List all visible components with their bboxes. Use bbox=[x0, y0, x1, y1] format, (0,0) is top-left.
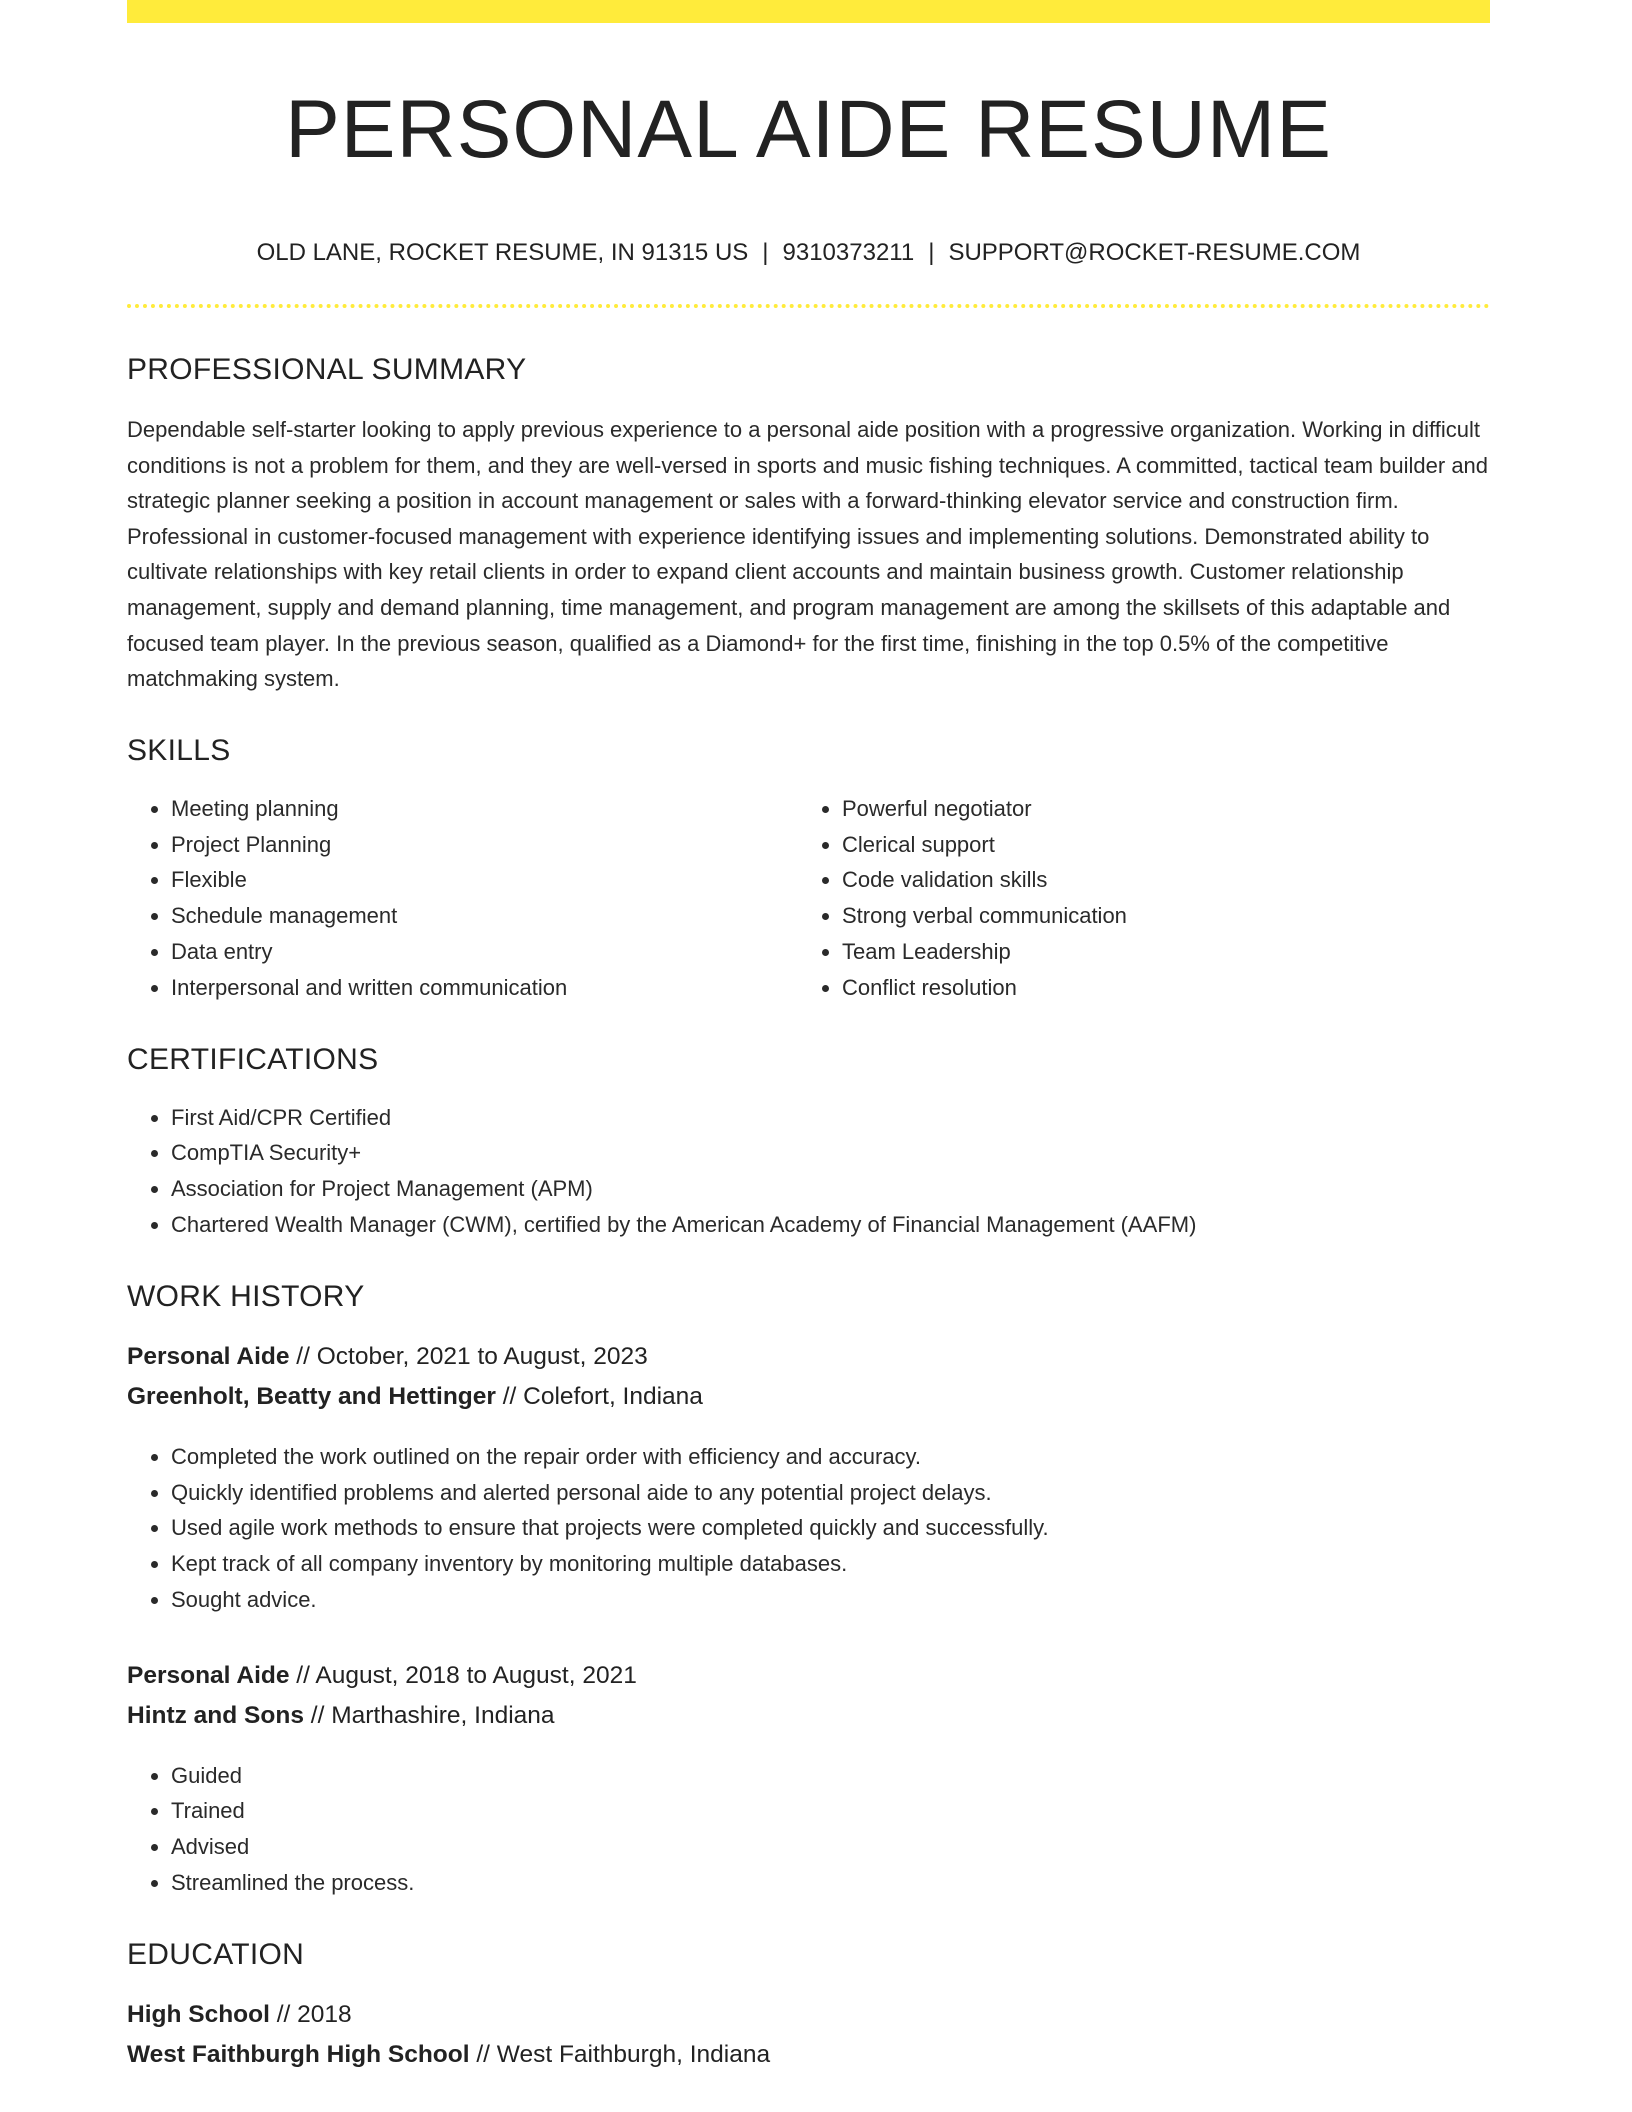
job-company: Greenholt, Beatty and Hettinger bbox=[127, 1382, 496, 1410]
job-bullet: • Completed the work outlined on the repair order with efficiency and accuracy. bbox=[171, 1439, 1490, 1475]
job-role-line bbox=[127, 1337, 1490, 1377]
certifications-list bbox=[127, 1100, 1490, 1243]
job-bullet: • Trained bbox=[171, 1793, 1490, 1829]
certification-item: • First Aid/CPR Certified bbox=[171, 1100, 1490, 1136]
job-entry bbox=[127, 1656, 1490, 1901]
skills-list-left bbox=[127, 791, 798, 1006]
job-divider: // bbox=[303, 1701, 332, 1729]
skill-item: • Meeting planning bbox=[171, 791, 798, 827]
work-history-section bbox=[127, 1279, 1490, 1901]
job-dates: October, 2021 to August, 2023 bbox=[316, 1342, 648, 1370]
education-entry bbox=[127, 1995, 1490, 2075]
education-location: West Faithburgh, Indiana bbox=[496, 2040, 771, 2068]
job-bullet: • Advised bbox=[171, 1829, 1490, 1865]
skill-item: • Strong verbal communication bbox=[842, 898, 1469, 934]
skills-grid bbox=[127, 791, 1490, 1006]
certifications-section bbox=[127, 1042, 1490, 1243]
resume-page bbox=[127, 0, 1490, 2075]
education-school: West Faithburgh High School bbox=[127, 2040, 470, 2068]
phone: 9310373211 bbox=[782, 239, 915, 267]
job-divider: // bbox=[289, 1342, 317, 1370]
skill-item: • Data entry bbox=[171, 934, 798, 970]
job-bullets bbox=[127, 1758, 1490, 1901]
contact-line bbox=[127, 239, 1490, 268]
skill-item: • Clerical support bbox=[842, 827, 1469, 863]
contact-separator: | bbox=[928, 239, 935, 267]
skills-list-right bbox=[798, 791, 1469, 1006]
job-location: Marthashire, Indiana bbox=[331, 1701, 555, 1729]
skills-section bbox=[127, 733, 1490, 1006]
certification-item: • CompTIA Security+ bbox=[171, 1135, 1490, 1171]
certification-item: • Association for Project Management (APM) bbox=[171, 1171, 1490, 1207]
education-school-line bbox=[127, 2035, 1490, 2075]
email-link[interactable]: SUPPORT@ROCKET-RESUME.COM bbox=[948, 239, 1361, 267]
job-divider: // bbox=[289, 1661, 316, 1689]
skill-item: • Code validation skills bbox=[842, 862, 1469, 898]
job-company-line bbox=[127, 1377, 1490, 1417]
job-bullet: • Sought advice. bbox=[171, 1582, 1490, 1618]
skill-item: • Project Planning bbox=[171, 827, 798, 863]
address: OLD LANE, ROCKET RESUME, IN 91315 US bbox=[256, 239, 749, 267]
job-bullet: • Kept track of all company inventory by monitoring multiple databases. bbox=[171, 1546, 1490, 1582]
skill-item: • Team Leadership bbox=[842, 934, 1469, 970]
job-role: Personal Aide bbox=[127, 1342, 290, 1370]
education-divider: // bbox=[469, 2040, 497, 2068]
job-role-line bbox=[127, 1656, 1490, 1696]
job-dates: August, 2018 to August, 2021 bbox=[315, 1661, 637, 1689]
job-bullet: • Streamlined the process. bbox=[171, 1865, 1490, 1901]
contact-separator: | bbox=[762, 239, 769, 267]
job-bullets bbox=[127, 1439, 1490, 1618]
resume-title: PERSONAL AIDE RESUME bbox=[285, 84, 1332, 175]
skill-item: • Conflict resolution bbox=[842, 970, 1469, 1006]
work-history-heading: WORK HISTORY bbox=[127, 1279, 365, 1313]
certifications-heading: CERTIFICATIONS bbox=[127, 1042, 379, 1076]
job-bullet: • Quickly identified problems and alerted personal aide to any potential project delays. bbox=[171, 1475, 1490, 1511]
education-divider: // bbox=[269, 2000, 298, 2028]
job-divider: // bbox=[495, 1382, 524, 1410]
accent-bar bbox=[127, 0, 1490, 23]
certification-item: • Chartered Wealth Manager (CWM), certified by the American Academy of Financial Management (AAFM) bbox=[171, 1207, 1490, 1243]
skill-item: • Powerful negotiator bbox=[842, 791, 1469, 827]
job-company: Hintz and Sons bbox=[127, 1701, 304, 1729]
skill-item: • Interpersonal and written communication bbox=[171, 970, 798, 1006]
job-company-line bbox=[127, 1696, 1490, 1736]
job-location: Colefort, Indiana bbox=[523, 1382, 703, 1410]
job-entry bbox=[127, 1337, 1490, 1618]
summary-text: Dependable self-starter looking to apply previous experience to a personal aide position with a progressive organization. Working in difficult conditions is not a problem for them, and they are well-versed in sports and music fishing techniques. A committed, tactical team builder and strategic planner seeking a position in account management or sales with a forward-thinking elevator service and construction firm. Professional in customer-focused management with experience identifying issues and implementing solutions. Demonstrated ability to cultivate relationships with key retail clients in order to expand client accounts and maintain business growth. Customer relationship management, supply and demand planning, time management, and program management are among the skillsets of this adaptable and focused team player. In the previous season, qualified as a Diamond+ for the first time, finishing in the top 0.5% of the competitive matchmaking system. bbox=[127, 416, 1489, 692]
education-heading: EDUCATION bbox=[127, 1937, 305, 1971]
education-section bbox=[127, 1937, 1490, 2075]
skill-item: • Flexible bbox=[171, 862, 798, 898]
job-bullet: • Guided bbox=[171, 1758, 1490, 1794]
summary-heading: PROFESSIONAL SUMMARY bbox=[127, 352, 527, 386]
job-bullet: • Used agile work methods to ensure that projects were completed quickly and successfully. bbox=[171, 1510, 1490, 1546]
education-degree-line bbox=[127, 1995, 1490, 2035]
education-year: 2018 bbox=[297, 2000, 352, 2028]
skills-heading: SKILLS bbox=[127, 733, 231, 767]
skill-item: • Schedule management bbox=[171, 898, 798, 934]
job-role: Personal Aide bbox=[127, 1661, 290, 1689]
education-degree: High School bbox=[127, 2000, 270, 2028]
dotted-divider bbox=[127, 304, 1490, 308]
